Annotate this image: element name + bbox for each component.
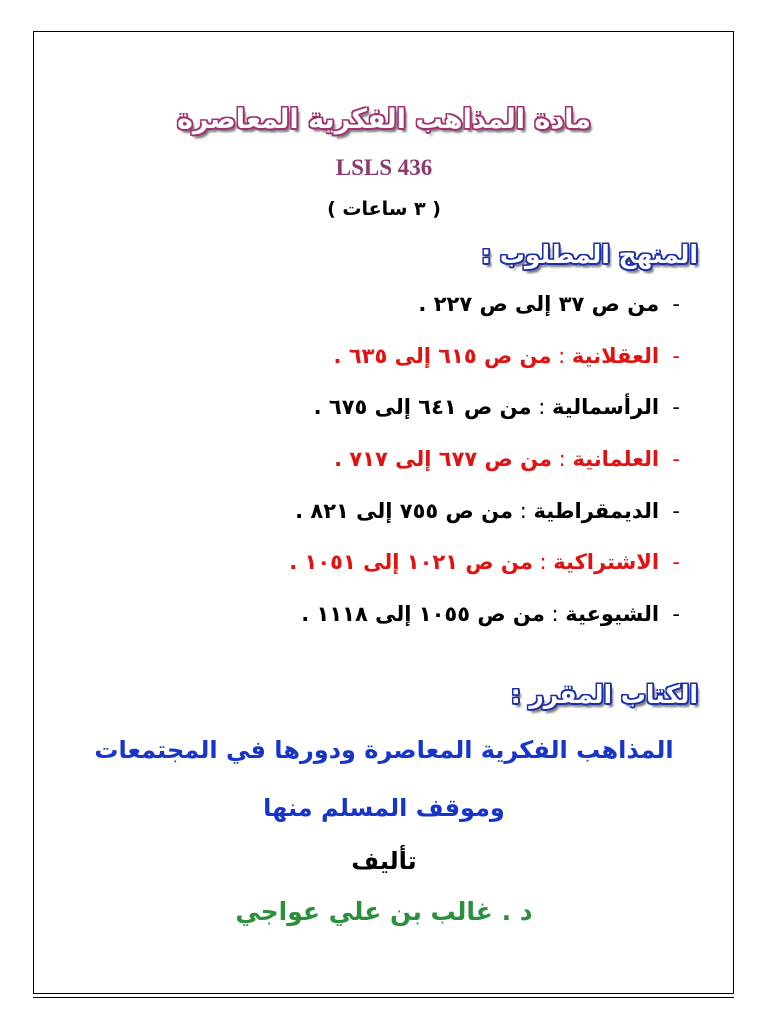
topic-range: من ص ٦١٥ إلى ٦٣٥ . bbox=[333, 343, 552, 368]
list-item bbox=[289, 602, 680, 654]
topic-range: من ص ٦٤١ إلى ٦٧٥ . bbox=[313, 395, 532, 420]
list-item bbox=[289, 447, 680, 499]
list-item bbox=[289, 550, 680, 602]
topic-name: الشيوعية bbox=[565, 602, 660, 627]
list-dash: - bbox=[672, 292, 680, 316]
list-item bbox=[289, 344, 680, 396]
topic-separator: : bbox=[552, 447, 573, 472]
list-item bbox=[289, 395, 680, 447]
textbook-heading: الكتاب المقرر : bbox=[510, 680, 698, 709]
course-title: مادة المذاهب الفكرية المعاصرة bbox=[176, 104, 592, 135]
textbook-title-line-1: المذاهب الفكرية المعاصرة ودورها في المجتمعات bbox=[94, 736, 674, 764]
course-hours: ( ٣ ساعات ) bbox=[327, 198, 441, 220]
authored-by-label: تأليف bbox=[351, 847, 417, 875]
topic-range: من ص ٦٧٧ إلى ٧١٧ . bbox=[334, 447, 552, 472]
topic-name: العلمانية bbox=[572, 447, 660, 472]
curriculum-heading: المنهج المطلوب : bbox=[481, 240, 698, 269]
list-dash: - bbox=[672, 447, 680, 472]
textbook-title-line-2: وموقف المسلم منها bbox=[263, 794, 505, 822]
topic-range: من ص ١٠٢١ إلى ١٠٥١ . bbox=[289, 550, 533, 575]
list-item bbox=[289, 499, 680, 551]
topic-range: من ص ٧٥٥ إلى ٨٢١ . bbox=[295, 498, 514, 523]
author-name: د . غالب بن علي عواجي bbox=[235, 897, 533, 926]
page-border-bottom-rule bbox=[33, 997, 734, 998]
topic-separator: : bbox=[532, 550, 554, 575]
topic-range: من ص ٣٧ إلى ص ٢٢٧ . bbox=[418, 292, 660, 316]
curriculum-list bbox=[289, 292, 680, 654]
list-dash: - bbox=[672, 343, 680, 368]
topic-separator: : bbox=[531, 395, 552, 420]
list-dash: - bbox=[672, 602, 680, 627]
course-code: LSLS 436 bbox=[335, 155, 433, 180]
topic-name: الاشتراكية bbox=[553, 550, 660, 575]
topic-name: الديمقراطية bbox=[533, 498, 660, 523]
topic-name: الرأسمالية bbox=[551, 395, 660, 420]
topic-separator: : bbox=[551, 343, 572, 368]
topic-name: العقلانية bbox=[571, 343, 660, 368]
topic-range: من ص ١٠٥٥ إلى ١١١٨ . bbox=[301, 602, 545, 627]
list-item bbox=[289, 292, 680, 344]
topic-separator: : bbox=[513, 498, 534, 523]
list-dash: - bbox=[672, 550, 680, 575]
topic-separator: : bbox=[544, 602, 566, 627]
list-dash: - bbox=[672, 498, 680, 523]
list-dash: - bbox=[672, 395, 680, 420]
